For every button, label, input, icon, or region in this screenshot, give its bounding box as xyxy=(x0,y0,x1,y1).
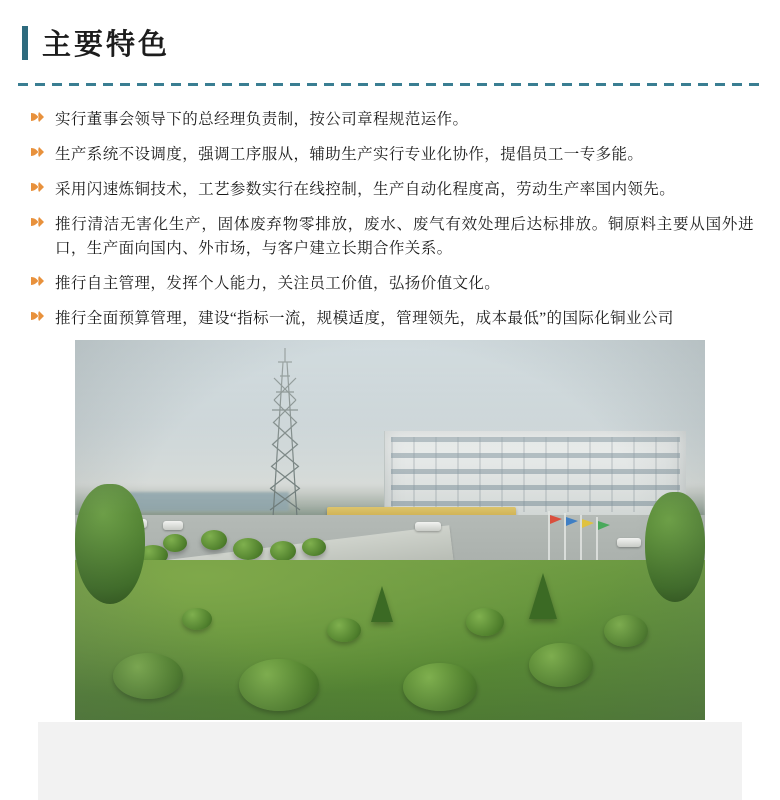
list-item xyxy=(30,213,754,261)
list-item xyxy=(30,108,754,132)
parked-car xyxy=(617,538,641,547)
shrub xyxy=(327,618,361,642)
shrub xyxy=(201,530,227,550)
feature-text: 实行董事会领导下的总经理负责制，按公司章程规范运作。 xyxy=(55,111,469,128)
feature-text: 推行清洁无害化生产，固体废弃物零排放，废水、废气有效处理后达标排放。铜原料主要从国外进口，生产面向国内、外市场，与客户建立长期合作关系。 xyxy=(55,216,754,258)
shrub xyxy=(604,615,648,647)
arrow-bullet-icon xyxy=(30,110,46,132)
arrow-bullet-icon xyxy=(30,180,46,202)
feature-text: 生产系统不设调度，强调工序服从，辅助生产实行专业化协作，提倡员工一专多能。 xyxy=(55,146,644,164)
feature-list xyxy=(30,108,754,331)
transmission-tower-icon xyxy=(264,348,306,530)
parked-car xyxy=(163,521,183,530)
arrow-bullet-icon xyxy=(30,145,46,167)
shrub xyxy=(239,659,319,711)
arrow-bullet-icon xyxy=(30,309,46,331)
section-divider xyxy=(18,83,762,86)
conifer-tree xyxy=(371,586,393,622)
shrub xyxy=(529,643,593,687)
page-title: 主要特色 xyxy=(42,29,171,61)
roadside-tree xyxy=(75,484,145,604)
conifer-tree xyxy=(529,573,557,619)
shrub xyxy=(302,538,326,556)
roadside-tree xyxy=(645,492,705,602)
list-item xyxy=(30,272,754,296)
arrow-bullet-icon xyxy=(30,215,46,237)
shrub xyxy=(163,534,187,552)
shrub xyxy=(466,608,504,636)
header-accent-bar xyxy=(22,26,28,60)
shrub xyxy=(233,538,263,560)
list-item xyxy=(30,307,754,331)
footer-strip xyxy=(38,722,742,800)
list-item xyxy=(30,143,754,167)
front-lawn xyxy=(75,560,705,720)
feature-text: 推行自主管理，发挥个人能力，关注员工价值，弘扬价值文化。 xyxy=(55,275,501,293)
feature-text: 推行全面预算管理，建设“指标一流，规模适度，管理领先，成本最低”的国际化铜业公司 xyxy=(55,310,674,328)
feature-text: 采用闪速炼铜技术，工艺参数实行在线控制，生产自动化程度高，劳动生产率国内领先。 xyxy=(55,181,676,199)
parked-truck xyxy=(415,522,441,531)
company-campus-photo xyxy=(75,340,705,720)
photo-canvas xyxy=(75,340,705,720)
list-item xyxy=(30,178,754,202)
shrub xyxy=(113,653,183,699)
page-header xyxy=(0,0,780,73)
shrub xyxy=(403,663,477,711)
arrow-bullet-icon xyxy=(30,274,46,296)
building-windows xyxy=(391,437,680,512)
